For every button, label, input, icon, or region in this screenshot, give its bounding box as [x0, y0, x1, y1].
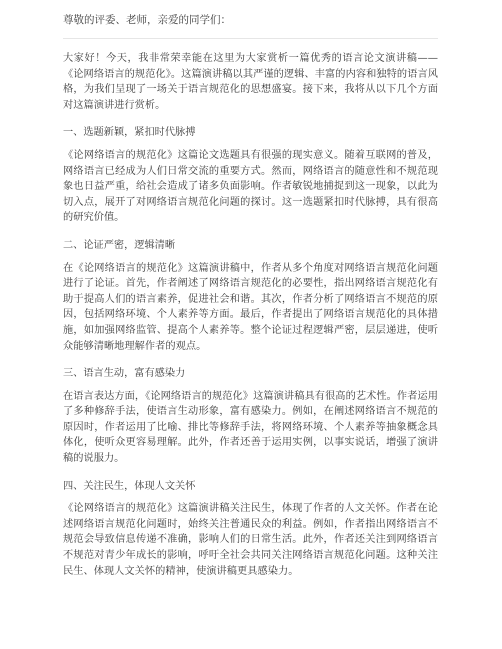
section-heading-1: 一、选题新颖，紧扣时代脉搏 [63, 127, 196, 139]
section-body-4: 《论网络语言的规范化》这篇演讲稿关注民生，体现了作者的人文关怀。作者在论述网络语言规范化问题时，始终关注普通民众的利益。例如，作者指出网络语言不规范会导致信息传递不准确，影响人们的日常生活。此外，作者还关注到网络语言不规范对青少年成长的影响，呼吁全社会共同关注网络语言规范化问题。这种关注民生、体现人文关怀的精神，使演讲稿更具感染力。 [63, 503, 438, 577]
salutation: 尊敬的评委、老师，亲爱的同学们： [63, 14, 231, 26]
intro-paragraph: 大家好！今天，我非常荣幸能在这里为大家赏析一篇优秀的语言论文演讲稿——《论网络语言的规范化》。这篇演讲稿以其严谨的逻辑、丰富的内容和独特的语言风格，为我们呈现了一场关于语言规范化的思想盛宴。接下来，我将从以下几个方面对这篇演讲进行赏析。 [63, 53, 438, 111]
section-body-1: 《论网络语言的规范化》这篇论文选题具有很强的现实意义。随着互联网的普及，网络语言已经成为人们日常交流的重要方式。然而，网络语言的随意性和不规范现象也日益严重，给社会造成了诸多负面影响。作者敏锐地捕捉到这一现象，以此为切入点，展开了对网络语言规范化问题的探讨。这一选题紧扣时代脉搏，具有很高的研究价值。 [63, 149, 438, 224]
section-body-2: 在《论网络语言的规范化》这篇演讲稿中，作者从多个角度对网络语言规范化问题进行了论证。首先，作者阐述了网络语言规范化的必要性，指出网络语言规范化有助于提高人们的语言素养，促进社会和谐。其次，作者分析了网络语言不规范的原因，包括网络环境、个人素养等方面。最后，作者提出了网络语言规范化的具体措施，如加强网络监管、提高个人素养等。整个论证过程逻辑严密，层层递进，使听众能够清晰地理解作者的观点。 [63, 262, 438, 352]
section-heading-2: 二、论证严密，逻辑清晰 [63, 239, 176, 251]
header-divider [63, 38, 438, 39]
section-body-3: 在语言表达方面，《论网络语言的规范化》这篇演讲稿具有很高的艺术性。作者运用了多种修辞手法，使语言生动形象，富有感染力。例如，在阐述网络语言不规范的原因时，作者运用了比喻、排比等修辞手法，将网络环境、个人素养等抽象概念具体化，使听众更容易理解。此外，作者还善于运用实例，以事实说话，增强了演讲稿的说服力。 [63, 390, 438, 465]
section-heading-4: 四、关注民生，体现人文关怀 [63, 480, 196, 492]
document-body [63, 51, 438, 591]
section-heading-3: 三、语言生动，富有感染力 [63, 368, 186, 380]
